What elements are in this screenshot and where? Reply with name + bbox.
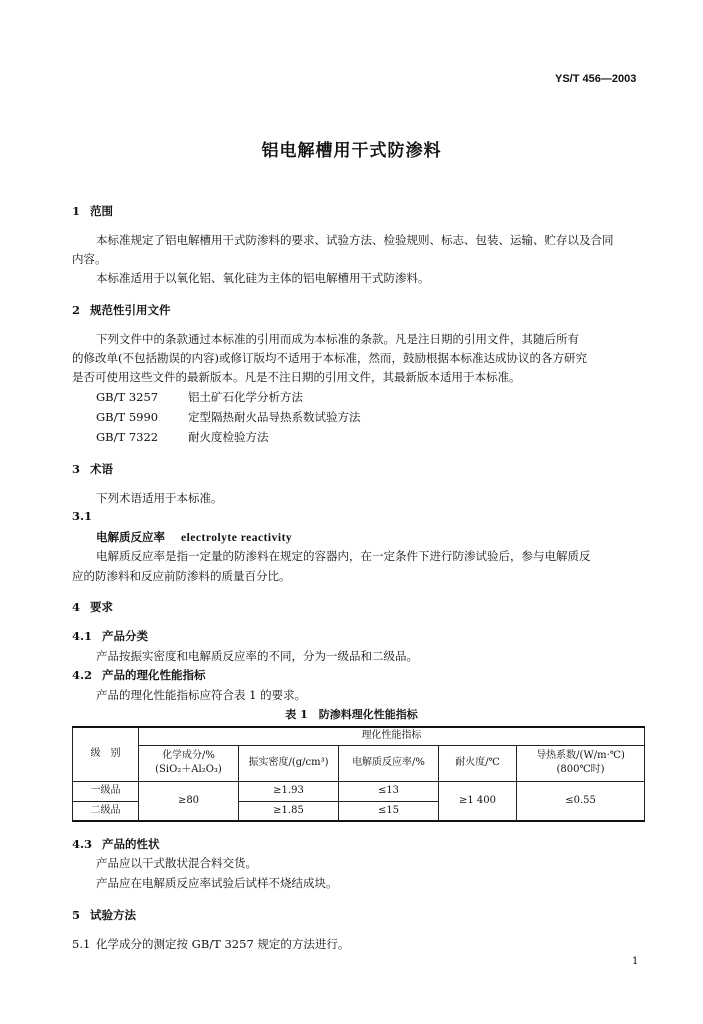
- reference-name: 耐火度检验方法: [188, 430, 269, 444]
- section-title: 范围: [90, 204, 113, 218]
- subsection-number: 4.3: [72, 837, 93, 851]
- reactivity-grade-2: ≤15: [339, 801, 439, 821]
- section-number: 1: [72, 204, 81, 218]
- reference-item: [96, 409, 361, 425]
- document-title: 铝电解槽用干式防渗料: [261, 141, 442, 161]
- subsection-3-1-number: 3.1: [72, 509, 93, 523]
- table-caption: 表 1 防渗料理化性能指标: [285, 708, 418, 721]
- conductivity-value: ≤0.55: [517, 781, 645, 821]
- term-definition-b: 应的防渗料和反应前防渗料的质量百分比。: [72, 569, 291, 583]
- density-grade-1: ≥1.93: [239, 781, 339, 801]
- table-subheader-row: [73, 745, 645, 781]
- section-title: 要求: [90, 600, 113, 614]
- reference-code: GB/T 3257: [96, 390, 159, 404]
- subsection-title: 产品的性状: [102, 837, 160, 851]
- section-3-heading: [72, 461, 113, 477]
- reference-name: 定型隔热耐火品导热系数试验方法: [188, 410, 361, 424]
- reference-code: GB/T 7322: [96, 430, 159, 444]
- section-1-heading: [72, 203, 113, 219]
- reactivity-grade-1: ≤13: [339, 781, 439, 801]
- grade-2: 二级品: [73, 801, 139, 821]
- section-number: 3: [72, 462, 81, 476]
- s43-paragraph-2: 产品应在电解质反应率试验后试样不烧结成块。: [96, 876, 338, 890]
- properties-table: [72, 726, 645, 822]
- s1-paragraph-1a: 本标准规定了铝电解槽用干式防渗料的要求、试验方法、检验规则、标志、包装、运输、贮存以及合同: [96, 233, 614, 247]
- col-chemical-line1: 化学成分/%: [162, 750, 215, 761]
- subsection-title: 产品分类: [102, 629, 148, 643]
- col-chemical: [139, 745, 239, 781]
- section-title: 试验方法: [90, 908, 136, 922]
- standard-code: YS/T 456—2003: [555, 73, 637, 85]
- section-number: 2: [72, 303, 81, 317]
- col-chemical-line2: (SiO₂＋Al₂O₃): [155, 764, 222, 775]
- refractoriness-value: ≥1 400: [439, 781, 517, 821]
- col-conductivity-line2: (800℃时): [556, 764, 605, 775]
- s41-text: 产品按振实密度和电解质反应率的不同，分为一级品和二级品。: [96, 649, 418, 663]
- subsection-5-1: [72, 936, 349, 952]
- s2-paragraph-a: 下列文件中的条款通过本标准的引用而成为本标准的条款。凡是注日期的引用文件，其随后所有: [96, 332, 579, 346]
- subsection-text: 化学成分的测定按 GB/T 3257 规定的方法进行。: [96, 937, 350, 951]
- table-header-row: [73, 727, 645, 745]
- section-5-heading: [72, 907, 136, 923]
- s2-paragraph-c: 是否可使用这些文件的最新版本。凡是不注日期的引用文件，其最新版本适用于本标准。: [72, 370, 521, 384]
- table-row: [73, 781, 645, 801]
- term-english: electrolyte reactivity: [181, 532, 293, 544]
- section-number: 4: [72, 600, 81, 614]
- s43-paragraph-1: 产品应以干式散状混合料交货。: [96, 856, 257, 870]
- col-refractoriness: 耐火度/℃: [439, 745, 517, 781]
- subsection-4-2-heading: [72, 667, 206, 683]
- subsection-4-3-heading: [72, 836, 160, 852]
- subsection-title: 产品的理化性能指标: [102, 668, 206, 682]
- s3-paragraph: 下列术语适用于本标准。: [96, 491, 223, 505]
- col-reactivity: 电解质反应率/%: [339, 745, 439, 781]
- s1-paragraph-2: 本标准适用于以氧化铝、氧化硅为主体的铝电解槽用干式防渗料。: [96, 271, 430, 285]
- grade-1: 一级品: [73, 781, 139, 801]
- term-entry: [96, 529, 292, 545]
- reference-item: [96, 429, 269, 445]
- section-title: 规范性引用文件: [90, 303, 171, 317]
- section-number: 5: [72, 908, 81, 922]
- section-4-heading: [72, 599, 113, 615]
- s2-paragraph-b: 的修改单(不包括勘误的内容)或修订版均不适用于本标准，然而，鼓励根据本标准达成协议的各方研究: [72, 351, 587, 365]
- page-number: 1: [632, 956, 639, 967]
- group-header: 理化性能指标: [139, 727, 645, 745]
- subsection-number: 4.1: [72, 629, 93, 643]
- col-conductivity-line1: 导热系数/(W/m·℃): [536, 750, 625, 761]
- section-title: 术语: [90, 462, 113, 476]
- col-conductivity: [517, 745, 645, 781]
- section-2-heading: [72, 302, 171, 318]
- subsection-number: 5.1: [72, 937, 91, 951]
- reference-code: GB/T 5990: [96, 410, 159, 424]
- s1-paragraph-1b: 内容。: [72, 252, 107, 266]
- subsection-number: 4.2: [72, 668, 93, 682]
- grade-header: 级 别: [73, 727, 139, 781]
- subsection-4-1-heading: [72, 628, 148, 644]
- reference-item: [96, 389, 303, 405]
- reference-name: 铝土矿石化学分析方法: [188, 390, 303, 404]
- col-density: 振实密度/(g/cm³): [239, 745, 339, 781]
- s42-text: 产品的理化性能指标应符合表 1 的要求。: [96, 688, 307, 702]
- term-definition-a: 电解质反应率是指一定量的防渗料在规定的容器内，在一定条件下进行防渗试验后，参与电解质反: [96, 549, 591, 563]
- term-chinese: 电解质反应率: [96, 530, 165, 544]
- chemical-value: ≥80: [139, 781, 239, 821]
- density-grade-2: ≥1.85: [239, 801, 339, 821]
